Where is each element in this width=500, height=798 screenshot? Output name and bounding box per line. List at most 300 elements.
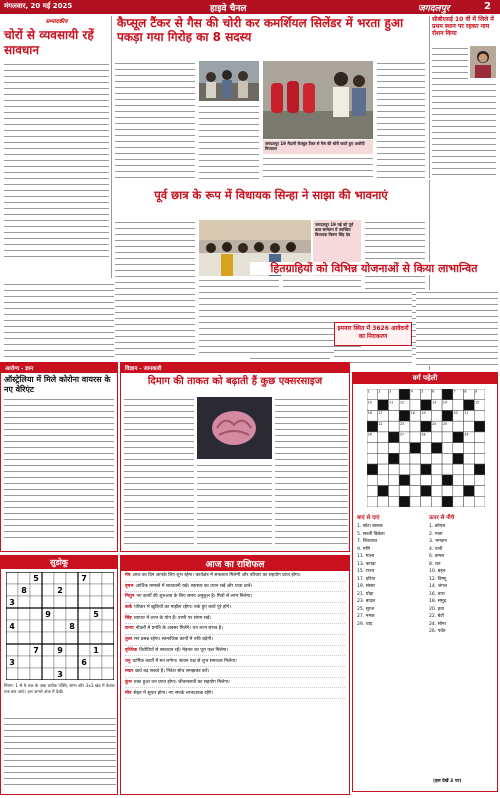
sudoku-cell[interactable] — [54, 656, 66, 668]
editorial-body — [4, 62, 109, 262]
crossword-cell[interactable] — [388, 421, 399, 432]
crossword-clue: 3. भगवान — [429, 539, 447, 544]
crossword-cell[interactable] — [431, 496, 442, 507]
crossword-cell-number: 3 — [389, 389, 392, 394]
crossword-cell[interactable] — [399, 464, 410, 475]
crossword-clue: 10. बहन — [429, 569, 446, 574]
crossword-cell[interactable] — [464, 496, 475, 507]
crossword-clue: 9. मणि — [357, 546, 371, 552]
crossword-cell-number: 14 — [442, 400, 447, 405]
crossword-cell[interactable] — [431, 486, 442, 497]
horoscope-sign: कन्या — [125, 626, 134, 632]
health-body — [4, 397, 114, 542]
sudoku-cell[interactable] — [78, 584, 90, 596]
crossword-cell[interactable] — [464, 443, 475, 454]
horoscope-sign: कुंभ — [125, 679, 132, 685]
editorial-column — [2, 16, 112, 278]
crossword-black-cell — [421, 464, 432, 475]
sudoku-cell[interactable] — [102, 620, 114, 632]
board-body — [432, 82, 496, 176]
crossword-clue: 1. छोटा बालक — [357, 524, 383, 529]
crossword-clue: 6. कमल — [429, 554, 445, 559]
crossword-cell[interactable] — [367, 496, 378, 507]
crossword-cell[interactable] — [431, 432, 442, 443]
crossword-cell[interactable] — [442, 464, 453, 475]
sudoku-cell[interactable] — [18, 668, 30, 680]
horoscope-item — [125, 680, 345, 689]
lead-headline: कैप्सूल टैंकर से गैस की चोरी कर कमर्शियल सिलेंडर में भरता हुआ पकड़ा गया गिरोह का 8 सदस्य — [117, 16, 404, 44]
page-number: 2 — [484, 1, 491, 12]
crossword-cell[interactable] — [431, 453, 442, 464]
crossword-cell[interactable] — [474, 496, 485, 507]
sudoku-cell[interactable] — [66, 596, 78, 608]
horoscope-sign: सिंह — [125, 615, 132, 621]
crossword-clue: 23. बादल — [357, 599, 376, 604]
crossword-cell[interactable] — [442, 453, 453, 464]
sudoku-section — [0, 555, 118, 795]
horoscope-text: नौकरी में प्रगति के अवसर मिलेंगे। धन लाभ संभव है। — [135, 626, 223, 632]
health-tag: आरोग्य - ज्ञान — [1, 363, 117, 373]
sudoku-cell[interactable] — [42, 644, 54, 656]
sudoku-given: 1 — [93, 646, 99, 655]
editorial-headline: चोरों से व्यवसायी रहें सावधान — [4, 28, 94, 57]
crossword-clue: 29. चांद — [357, 621, 373, 627]
crossword-cell-number: 4 — [410, 389, 413, 394]
health-headline: ऑस्ट्रेलिया में मिले कोरोना वायरस के नए वेरिएंट — [4, 375, 111, 394]
crossword-cell-number: 13 — [432, 400, 437, 405]
crossword-cell[interactable] — [378, 432, 389, 443]
crossword-cell-number: 10 — [367, 400, 372, 405]
crossword-cell[interactable] — [388, 464, 399, 475]
crossword-cell[interactable] — [421, 496, 432, 507]
sudoku-given: 9 — [45, 610, 51, 619]
sudoku-cell[interactable] — [78, 644, 90, 656]
crossword-cell[interactable] — [453, 464, 464, 475]
sudoku-given: 3 — [9, 658, 15, 667]
sudoku-cell[interactable] — [6, 584, 18, 596]
sudoku-cell[interactable] — [54, 572, 66, 584]
sudoku-given: 6 — [81, 658, 87, 667]
crossword-cell[interactable] — [367, 475, 378, 486]
crossword-black-cell — [388, 453, 399, 464]
sudoku-cell[interactable] — [18, 656, 30, 668]
crossword-cell[interactable] — [378, 464, 389, 475]
horoscope-item — [125, 616, 345, 625]
crossword-clue: 11. माला — [357, 554, 375, 559]
crossword-cell[interactable] — [453, 496, 464, 507]
crossword-black-cell — [464, 400, 475, 411]
crossword-cell-number: 9 — [475, 389, 478, 394]
crossword-black-cell — [388, 432, 399, 443]
science-tag: विज्ञान - जानकारी — [121, 363, 349, 373]
sudoku-cell[interactable] — [30, 656, 42, 668]
crossword-cell[interactable] — [453, 443, 464, 454]
crossword-clue: 15. राज्य — [357, 569, 375, 574]
horoscope-text: नए कार्यों की शुरुआत के लिए समय अनुकूल है। मित्रों से लाभ मिलेगा। — [136, 594, 253, 600]
crossword-cell[interactable] — [464, 464, 475, 475]
sudoku-cell[interactable] — [90, 632, 102, 644]
crossword-cell-number: 16 — [367, 411, 372, 416]
crossword-cell[interactable] — [474, 475, 485, 486]
crossword-cell[interactable] — [410, 486, 421, 497]
health-section — [0, 362, 118, 552]
crossword-cell[interactable] — [431, 475, 442, 486]
sudoku-given: 3 — [57, 670, 63, 679]
horoscope-sign: मिथुन — [125, 594, 135, 600]
sudoku-given: 9 — [57, 646, 63, 655]
crossword-cell-number: 5 — [421, 389, 424, 394]
horoscope-text: मन प्रसन्न रहेगा। सामाजिक कार्यों में रुचि बढ़ेगी। — [133, 637, 213, 643]
sudoku-cell[interactable] — [90, 584, 102, 596]
horoscope-sign: वृश्चिक — [125, 647, 138, 653]
sudoku-cell[interactable] — [78, 596, 90, 608]
horoscope-sign: मकर — [125, 669, 134, 675]
sudoku-cell[interactable] — [54, 632, 66, 644]
lead-body-middle — [199, 104, 259, 182]
crossword-cell-number: 7 — [453, 389, 456, 394]
sudoku-cell[interactable] — [78, 608, 90, 620]
sudoku-cell[interactable] — [6, 632, 18, 644]
crossword-title: वर्ग पहेली — [353, 373, 497, 384]
sudoku-cell[interactable] — [102, 584, 114, 596]
crossword-cell[interactable] — [421, 443, 432, 454]
crossword-black-cell — [399, 496, 410, 507]
crossword-clue: 17. दरिया — [357, 576, 376, 582]
sudoku-cell[interactable] — [42, 656, 54, 668]
crossword-cell[interactable] — [453, 400, 464, 411]
sudoku-cell[interactable] — [18, 572, 30, 584]
science-photo — [197, 397, 272, 459]
sudoku-cell[interactable] — [18, 596, 30, 608]
crossword-cell[interactable] — [442, 443, 453, 454]
crossword-section — [352, 372, 498, 792]
crossword-black-cell — [410, 443, 421, 454]
sudoku-cell[interactable] — [42, 632, 54, 644]
horoscope-item — [125, 669, 345, 678]
crossword-black-cell — [442, 410, 453, 421]
crossword-grid[interactable] — [367, 389, 485, 507]
sudoku-cell[interactable] — [6, 668, 18, 680]
crossword-black-cell — [421, 400, 432, 411]
crossword-cell[interactable] — [378, 496, 389, 507]
horoscope-item — [125, 691, 345, 700]
sudoku-cell[interactable] — [66, 632, 78, 644]
sudoku-given: 2 — [57, 586, 63, 595]
lead-body-right — [263, 156, 373, 182]
sudoku-given: 3 — [9, 598, 15, 607]
sudoku-cell[interactable] — [30, 584, 42, 596]
horoscope-text: परिवार में खुशियों का माहौल रहेगा। रुके हुए कार्य पूरे होंगे। — [134, 605, 231, 611]
sudoku-cell[interactable] — [102, 608, 114, 620]
sudoku-cell[interactable] — [102, 572, 114, 584]
schemes-headline: हितग्राहियों को विभिन्न योजनाओं से किया लाभान्वित — [250, 262, 498, 275]
horoscope-sign: धनु — [125, 658, 131, 664]
sudoku-grid[interactable] — [6, 572, 114, 680]
crossword-cell[interactable] — [464, 453, 475, 464]
crossword-cell[interactable] — [410, 453, 421, 464]
sudoku-title: सुडोकू — [1, 556, 117, 569]
crossword-clue: 16. तारा — [429, 591, 445, 597]
masthead-bar — [0, 0, 500, 14]
sudoku-cell[interactable] — [42, 668, 54, 680]
sudoku-cell[interactable] — [54, 596, 66, 608]
sudoku-cell[interactable] — [66, 656, 78, 668]
sudoku-cell[interactable] — [6, 608, 18, 620]
crossword-cell[interactable] — [410, 432, 421, 443]
horoscope-sign: मेष — [125, 573, 131, 578]
lead-photo-caption: जगदलपुर 19 मैदानी कैप्सूल टैंकर से गैस की चोरी करते हुए आरोपी गिरफ्तार — [263, 140, 373, 154]
sudoku-cell[interactable] — [18, 620, 30, 632]
sudoku-cell[interactable] — [90, 572, 102, 584]
sudoku-cell[interactable] — [42, 584, 54, 596]
schemes-body-4 — [416, 290, 498, 366]
sudoku-cell[interactable] — [42, 596, 54, 608]
crossword-clue: 12. विष्णु — [429, 576, 447, 582]
horoscope-item — [125, 659, 345, 668]
sudoku-cell[interactable] — [42, 572, 54, 584]
sudoku-cell[interactable] — [102, 656, 114, 668]
crossword-cell[interactable] — [431, 464, 442, 475]
sudoku-cell[interactable] — [30, 668, 42, 680]
sudoku-cell[interactable] — [90, 668, 102, 680]
cylinders-photo-icon — [263, 61, 373, 139]
sudoku-cell[interactable] — [78, 620, 90, 632]
crossword-cell-number: 27 — [399, 432, 405, 437]
crossword-across-title: बाएं से दाएं — [357, 515, 380, 521]
crossword-cell[interactable] — [367, 453, 378, 464]
rally-headline: पूर्व छात्र के रूप में विधायक सिन्हा ने साझा की भावनाएं — [154, 188, 388, 202]
crossword-clue: 8. रात — [429, 561, 441, 567]
sudoku-cell[interactable] — [6, 572, 18, 584]
crossword-cell[interactable] — [410, 496, 421, 507]
crossword-cell-number: 24 — [432, 421, 437, 426]
crossword-cell[interactable] — [421, 475, 432, 486]
crossword-across-clues — [357, 523, 425, 628]
crossword-clue: 19. संसार — [357, 584, 376, 589]
crossword-cell[interactable] — [399, 443, 410, 454]
crossword-cell[interactable] — [431, 410, 442, 421]
crossword-cell-number: 22 — [378, 421, 383, 426]
editorial-continued — [4, 282, 114, 360]
sudoku-cell[interactable] — [66, 584, 78, 596]
crossword-black-cell — [431, 443, 442, 454]
horoscope-sign: कर्क — [125, 605, 133, 611]
sudoku-cell[interactable] — [102, 644, 114, 656]
crossword-cell-number: 6 — [432, 389, 435, 394]
science-section — [120, 362, 350, 552]
crossword-black-cell — [442, 475, 453, 486]
horoscope-section — [120, 555, 350, 795]
crossword-black-cell — [367, 421, 378, 432]
horoscope-text: आर्थिक मामलों में सावधानी रखें। स्वास्थ्य का ध्यान रखें और यात्रा टालें। — [135, 583, 253, 589]
crossword-cell-number: 12 — [399, 400, 405, 405]
horoscope-item — [125, 584, 345, 593]
crossword-black-cell — [367, 464, 378, 475]
sudoku-cell[interactable] — [30, 596, 42, 608]
crossword-cell[interactable] — [388, 496, 399, 507]
people-photo-icon — [199, 61, 259, 101]
crossword-cell[interactable] — [474, 432, 485, 443]
crossword-cell[interactable] — [474, 486, 485, 497]
sudoku-cell[interactable] — [78, 632, 90, 644]
crossword-cell-number: 25 — [442, 421, 447, 426]
crossword-cell[interactable] — [399, 486, 410, 497]
horoscope-item — [125, 573, 345, 582]
rally-body-left — [115, 220, 195, 356]
crossword-cell[interactable] — [442, 486, 453, 497]
crossword-black-cell — [474, 464, 485, 475]
crossword-black-cell — [453, 432, 464, 443]
crossword-black-cell — [464, 486, 475, 497]
sudoku-given: 7 — [81, 574, 87, 583]
crossword-cell-number: 1 — [367, 389, 370, 394]
schemes-body-2 — [334, 290, 412, 320]
crossword-cell[interactable] — [388, 486, 399, 497]
crossword-cell-number: 19 — [421, 411, 426, 416]
sudoku-cell[interactable] — [6, 644, 18, 656]
horoscope-text: आज का दिन आपके लिए शुभ रहेगा। कार्यक्षेत्र में सफलता मिलेगी और परिवार का सहयोग प्राप्त होगा। — [132, 573, 301, 578]
crossword-cell[interactable] — [410, 464, 421, 475]
crossword-clue: 7. शिकायत — [357, 539, 378, 544]
crossword-cell[interactable] — [388, 443, 399, 454]
sudoku-extra — [4, 716, 116, 790]
crossword-cell[interactable] — [453, 486, 464, 497]
horoscope-text: विरोधियों से सावधान रहें। मेहनत का पूरा फल मिलेगा। — [139, 647, 229, 653]
crossword-black-cell — [399, 389, 410, 400]
crossword-answer-note: (हल देखें 3 पर) — [433, 779, 462, 784]
sudoku-cell[interactable] — [66, 644, 78, 656]
sudoku-given: 7 — [33, 646, 39, 655]
sudoku-given: 8 — [21, 586, 27, 595]
sudoku-given: 4 — [9, 622, 15, 631]
sudoku-cell[interactable] — [102, 596, 114, 608]
sudoku-cell[interactable] — [18, 632, 30, 644]
crossword-cell[interactable] — [453, 421, 464, 432]
sudoku-cell[interactable] — [30, 608, 42, 620]
science-body-2 — [197, 463, 272, 547]
crossword-cell[interactable] — [378, 443, 389, 454]
crossword-black-cell — [421, 421, 432, 432]
science-headline: दिमाग की ताकत को बढ़ाती हैं कुछ एक्सरसाइज — [147, 376, 323, 387]
horoscope-sign: तुला — [125, 637, 132, 643]
lead-body-far-right — [377, 61, 425, 182]
crossword-cell[interactable] — [388, 410, 399, 421]
crossword-clue: 21. घोड़ा — [357, 591, 374, 597]
crossword-cell[interactable] — [442, 432, 453, 443]
sudoku-cell[interactable] — [18, 608, 30, 620]
crossword-cell[interactable] — [388, 475, 399, 486]
sudoku-cell[interactable] — [90, 656, 102, 668]
horoscope-text: व्यापार में लाभ के योग हैं। वाणी पर संयम रखें। — [133, 615, 212, 621]
sudoku-cell[interactable] — [54, 608, 66, 620]
crossword-cell[interactable] — [464, 475, 475, 486]
crossword-clue: 13. कपड़ा — [357, 561, 376, 567]
sudoku-given: 5 — [93, 610, 99, 619]
crossword-cell[interactable] — [464, 421, 475, 432]
crossword-cell[interactable] — [378, 453, 389, 464]
sudoku-cell[interactable] — [30, 632, 42, 644]
crossword-down-clues — [429, 523, 497, 636]
crossword-cell-number: 2 — [378, 389, 381, 394]
sudoku-cell[interactable] — [30, 620, 42, 632]
sudoku-cell[interactable] — [90, 620, 102, 632]
crossword-clue: 18. समुद्र — [429, 599, 447, 604]
brain-photo-icon — [197, 397, 272, 459]
sudoku-cell[interactable] — [78, 668, 90, 680]
crossword-cell-number: 11 — [389, 400, 394, 405]
horoscope-list — [121, 571, 349, 703]
crossword-cell[interactable] — [410, 421, 421, 432]
rally-photo-caption: जगदलपुर 19 मई को पूर्व छात्र सम्मेलन में उपस्थित विधायक किरण सिंह देव — [313, 220, 361, 276]
crossword-cell-number: 23 — [399, 421, 405, 426]
crossword-clue: 22. बेटी — [429, 614, 444, 619]
crossword-cell-number: 15 — [475, 400, 480, 405]
board-headline: सीबीएसई 10 वीं में जिले में प्रथम स्थान पर रहकर नाम रोशन किया — [432, 16, 494, 37]
crossword-cell[interactable] — [474, 453, 485, 464]
crossword-clue: 5. सब्जी विक्रेता — [357, 531, 385, 537]
crossword-black-cell — [442, 496, 453, 507]
crossword-cell-number: 8 — [464, 389, 467, 394]
crossword-black-cell — [474, 421, 485, 432]
schemes-body-1 — [250, 290, 330, 366]
student-portrait-icon — [470, 46, 496, 78]
crossword-clue: 14. जंगल — [429, 584, 447, 589]
horoscope-title: आज का राशिफल — [121, 556, 349, 571]
crossword-black-cell — [378, 400, 389, 411]
issue-date: मंगलवार, 20 मई 2025 — [4, 2, 73, 10]
crossword-cell[interactable] — [421, 453, 432, 464]
crossword-clue: 4. पानी — [429, 546, 443, 552]
science-body-1 — [124, 397, 194, 547]
horoscope-item — [125, 626, 345, 635]
sudoku-cell[interactable] — [66, 668, 78, 680]
horoscope-sign: मीन — [125, 690, 132, 696]
crossword-black-cell — [421, 486, 432, 497]
sudoku-cell[interactable] — [90, 596, 102, 608]
crossword-cell[interactable] — [399, 453, 410, 464]
crossword-cell[interactable] — [474, 410, 485, 421]
crossword-cell[interactable] — [410, 400, 421, 411]
board-result-story — [429, 16, 498, 178]
crossword-cell[interactable] — [367, 443, 378, 454]
lead-photo-2 — [263, 61, 373, 139]
city-name: जगदलपुर — [418, 4, 450, 14]
sudoku-cell[interactable] — [66, 608, 78, 620]
crossword-cell[interactable] — [378, 475, 389, 486]
horoscope-item — [125, 637, 345, 646]
horoscope-text: खर्च बढ़ सकते हैं। निवेश सोच समझकर करें। — [135, 669, 210, 675]
sudoku-cell[interactable] — [54, 620, 66, 632]
crossword-cell[interactable] — [367, 486, 378, 497]
crossword-cell[interactable] — [453, 475, 464, 486]
crossword-black-cell — [453, 453, 464, 464]
editorial-label: सम्पादकीय — [45, 19, 68, 25]
sudoku-cell[interactable] — [102, 632, 114, 644]
sudoku-given: 5 — [33, 574, 39, 583]
crossword-cell[interactable] — [410, 475, 421, 486]
sudoku-cell[interactable] — [18, 644, 30, 656]
sudoku-cell[interactable] — [42, 620, 54, 632]
crossword-clue: 25. सूरज — [357, 606, 375, 612]
sudoku-cell[interactable] — [102, 668, 114, 680]
crossword-black-cell — [399, 475, 410, 486]
lead-photo-1 — [199, 61, 259, 101]
crossword-cell[interactable] — [474, 443, 485, 454]
student-photo — [470, 46, 496, 78]
crossword-cell-number: 18 — [410, 411, 415, 416]
sudoku-cell[interactable] — [66, 572, 78, 584]
sudoku-given: 8 — [69, 622, 75, 631]
